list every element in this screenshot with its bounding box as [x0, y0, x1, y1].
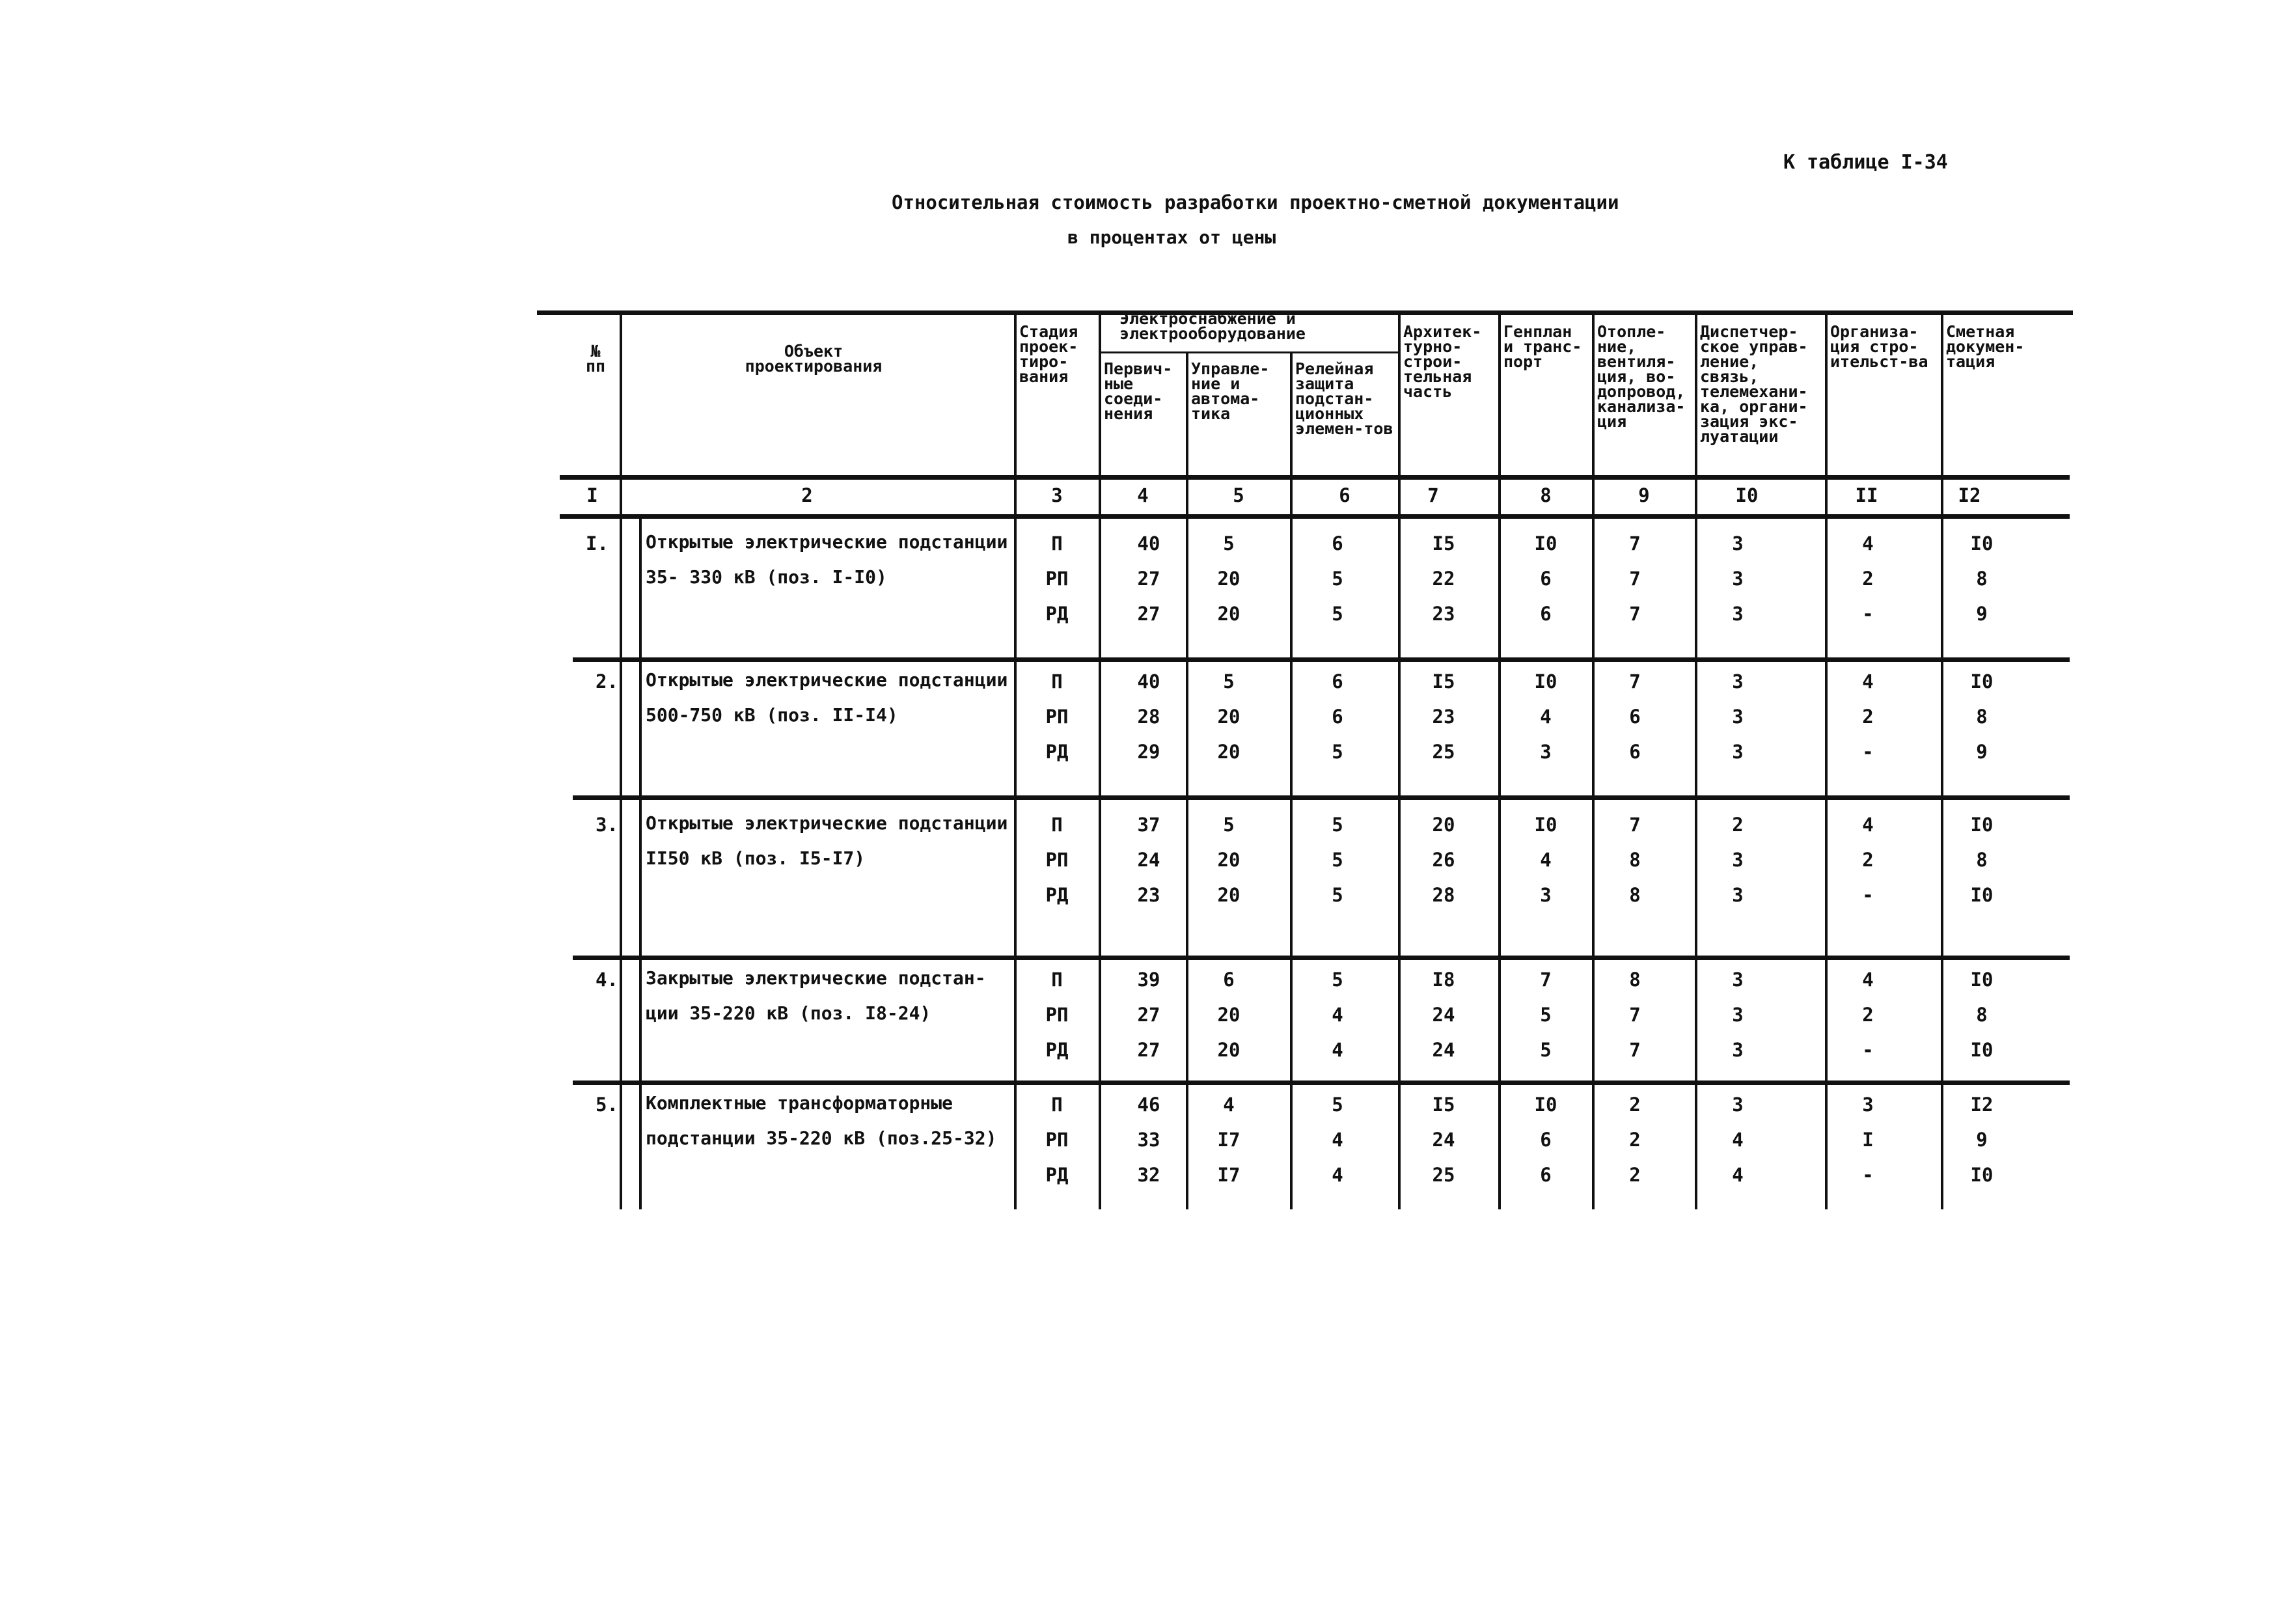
- column-number: 4: [1137, 484, 1149, 506]
- value-cell: 4: [1862, 532, 1874, 555]
- value-cell: 4: [1862, 969, 1874, 991]
- header-primary-connections: Первич-ные соеди-нения: [1104, 359, 1173, 423]
- column-number-rule: [560, 514, 2070, 519]
- column-number: I0: [1735, 484, 1759, 506]
- row-separator: [573, 795, 2070, 800]
- value-cell: 6: [1332, 670, 1343, 693]
- header-object: Объект проектирования: [745, 342, 883, 376]
- value-cell: 29: [1137, 741, 1160, 763]
- value-cell: I0: [1970, 969, 1994, 991]
- value-cell: 33: [1137, 1129, 1160, 1151]
- value-cell: -: [1862, 884, 1874, 906]
- value-cell: 2: [1629, 1164, 1641, 1186]
- column-rule: [1014, 311, 1017, 1209]
- header-architecture: Архитек-турно-строи-тельная часть: [1403, 322, 1482, 401]
- header-stage: Стадия проек-тиро-вания: [1019, 322, 1078, 386]
- value-cell: I0: [1970, 884, 1994, 906]
- value-cell: 23: [1432, 603, 1455, 625]
- stage-cell: РП: [1045, 1004, 1069, 1026]
- stage-cell: П: [1051, 969, 1063, 991]
- value-cell: 20: [1217, 849, 1240, 871]
- value-cell: 27: [1137, 1004, 1160, 1026]
- value-cell: 3: [1732, 884, 1744, 906]
- value-cell: 4: [1332, 1039, 1343, 1061]
- value-cell: I0: [1534, 1094, 1557, 1116]
- value-cell: I2: [1970, 1094, 1994, 1116]
- column-rule: [1498, 311, 1501, 1209]
- column-rule: [639, 517, 642, 1209]
- value-cell: I0: [1534, 814, 1557, 836]
- value-cell: 28: [1432, 884, 1455, 906]
- column-rule: [1398, 311, 1401, 1209]
- column-number: 6: [1339, 484, 1350, 506]
- value-cell: 39: [1137, 969, 1160, 991]
- header-relay-protection: Релейная защита подстан-ционных элемен-тов: [1295, 359, 1393, 438]
- stage-cell: РП: [1045, 568, 1069, 590]
- row-separator: [573, 657, 2070, 662]
- row-number: 2.: [596, 670, 618, 693]
- value-cell: 3: [1732, 670, 1744, 693]
- stage-cell: РД: [1045, 1039, 1069, 1061]
- value-cell: I0: [1970, 1164, 1994, 1186]
- value-cell: 8: [1976, 1004, 1988, 1026]
- value-cell: 4: [1732, 1164, 1744, 1186]
- value-cell: 7: [1629, 1039, 1641, 1061]
- group-header-rule: [1100, 351, 1401, 353]
- value-cell: 20: [1217, 1004, 1240, 1026]
- value-cell: 2: [1629, 1129, 1641, 1151]
- value-cell: 5: [1332, 969, 1343, 991]
- header-group-electric: Электроснабжение и электрооборудование: [1119, 309, 1306, 343]
- object-name: ции 35-220 кВ (поз. I8-24): [646, 1002, 931, 1024]
- value-cell: 5: [1332, 568, 1343, 590]
- value-cell: 46: [1137, 1094, 1160, 1116]
- value-cell: 28: [1137, 706, 1160, 728]
- column-number: 3: [1051, 484, 1063, 506]
- column-rule: [1186, 353, 1188, 1209]
- row-number: I.: [586, 532, 609, 555]
- value-cell: I0: [1534, 670, 1557, 693]
- value-cell: 6: [1629, 706, 1641, 728]
- table-reference: К таблице I-34: [1783, 151, 1948, 174]
- value-cell: 8: [1976, 706, 1988, 728]
- value-cell: 3: [1732, 849, 1744, 871]
- value-cell: 5: [1540, 1004, 1552, 1026]
- value-cell: 5: [1223, 670, 1235, 693]
- value-cell: I0: [1970, 670, 1994, 693]
- value-cell: I5: [1432, 670, 1455, 693]
- value-cell: 25: [1432, 1164, 1455, 1186]
- value-cell: 6: [1540, 1164, 1552, 1186]
- object-name: Комплектные трансформаторные: [646, 1092, 953, 1114]
- value-cell: 24: [1432, 1129, 1455, 1151]
- value-cell: I7: [1217, 1164, 1240, 1186]
- stage-cell: П: [1051, 1094, 1063, 1116]
- column-rule: [1592, 311, 1595, 1209]
- value-cell: 3: [1732, 1039, 1744, 1061]
- column-rule: [1099, 311, 1101, 1209]
- value-cell: 6: [1332, 532, 1343, 555]
- value-cell: 3: [1732, 568, 1744, 590]
- row-number: 3.: [596, 814, 618, 836]
- value-cell: 4: [1540, 849, 1552, 871]
- value-cell: 20: [1217, 884, 1240, 906]
- stage-cell: РП: [1045, 706, 1069, 728]
- column-number: I: [586, 484, 598, 506]
- value-cell: 2: [1862, 849, 1874, 871]
- value-cell: 9: [1976, 741, 1988, 763]
- value-cell: 3: [1540, 884, 1552, 906]
- stage-cell: П: [1051, 670, 1063, 693]
- value-cell: I: [1862, 1129, 1874, 1151]
- value-cell: 4: [1332, 1129, 1343, 1151]
- value-cell: 24: [1137, 849, 1160, 871]
- value-cell: 4: [1732, 1129, 1744, 1151]
- value-cell: 7: [1629, 1004, 1641, 1026]
- value-cell: 4: [1223, 1094, 1235, 1116]
- value-cell: 25: [1432, 741, 1455, 763]
- value-cell: 8: [1976, 849, 1988, 871]
- value-cell: 7: [1629, 814, 1641, 836]
- value-cell: 5: [1332, 1094, 1343, 1116]
- object-name: 500-750 кВ (поз. II-I4): [646, 704, 898, 726]
- stage-cell: РП: [1045, 849, 1069, 871]
- header-dispatch-control: Диспетчер-ское управ-ление, связь, телемехани-ка, органи-зация экс-луатации: [1700, 322, 1808, 446]
- value-cell: 40: [1137, 532, 1160, 555]
- value-cell: 37: [1137, 814, 1160, 836]
- column-rule: [1941, 311, 1943, 1209]
- column-number: 5: [1233, 484, 1244, 506]
- value-cell: -: [1862, 741, 1874, 763]
- value-cell: 3: [1732, 603, 1744, 625]
- value-cell: 32: [1137, 1164, 1160, 1186]
- value-cell: 9: [1976, 603, 1988, 625]
- value-cell: 3: [1732, 1004, 1744, 1026]
- value-cell: 24: [1432, 1039, 1455, 1061]
- column-number: I2: [1958, 484, 1981, 506]
- value-cell: 8: [1629, 849, 1641, 871]
- value-cell: 20: [1217, 603, 1240, 625]
- value-cell: 6: [1223, 969, 1235, 991]
- column-rule: [1290, 353, 1293, 1209]
- value-cell: 7: [1629, 568, 1641, 590]
- value-cell: 3: [1732, 532, 1744, 555]
- value-cell: 2: [1862, 1004, 1874, 1026]
- value-cell: 20: [1217, 568, 1240, 590]
- object-name: Открытые электрические подстанции: [646, 812, 1008, 834]
- value-cell: 5: [1332, 884, 1343, 906]
- value-cell: 7: [1540, 969, 1552, 991]
- value-cell: 20: [1217, 741, 1240, 763]
- value-cell: I0: [1970, 1039, 1994, 1061]
- value-cell: 2: [1862, 706, 1874, 728]
- column-number: 8: [1540, 484, 1552, 506]
- column-number: 2: [801, 484, 813, 506]
- value-cell: 3: [1732, 1094, 1744, 1116]
- value-cell: 4: [1332, 1164, 1343, 1186]
- document-title: Относительная стоимость разработки проектно-сметной документации: [892, 191, 1619, 213]
- value-cell: 7: [1629, 532, 1641, 555]
- value-cell: 40: [1137, 670, 1160, 693]
- object-name: Открытые электрические подстанции: [646, 531, 1008, 553]
- column-number: II: [1855, 484, 1878, 506]
- column-number: 7: [1427, 484, 1439, 506]
- header-heating-ventilation: Отопле-ние, вентиля-ция, во-допровод, канализа-ция: [1597, 322, 1686, 431]
- header-number: № пп: [585, 342, 606, 376]
- value-cell: 5: [1223, 532, 1235, 555]
- value-cell: 3: [1732, 741, 1744, 763]
- value-cell: 27: [1137, 1039, 1160, 1061]
- value-cell: 2: [1629, 1094, 1641, 1116]
- value-cell: 4: [1862, 670, 1874, 693]
- value-cell: 7: [1629, 603, 1641, 625]
- value-cell: 23: [1137, 884, 1160, 906]
- value-cell: 6: [1540, 568, 1552, 590]
- value-cell: I0: [1534, 532, 1557, 555]
- stage-cell: РД: [1045, 603, 1069, 625]
- value-cell: 5: [1540, 1039, 1552, 1061]
- value-cell: 2: [1862, 568, 1874, 590]
- value-cell: 20: [1217, 1039, 1240, 1061]
- column-rule: [1825, 311, 1828, 1209]
- header-estimate-documentation: Сметная докумен-тация: [1946, 322, 2025, 371]
- value-cell: -: [1862, 1039, 1874, 1061]
- row-number: 4.: [596, 969, 618, 991]
- value-cell: 8: [1629, 969, 1641, 991]
- value-cell: 5: [1223, 814, 1235, 836]
- header-control-automation: Управле-ние и автома-тика: [1191, 359, 1270, 423]
- value-cell: I7: [1217, 1129, 1240, 1151]
- object-name: 35- 330 кВ (поз. I-I0): [646, 566, 887, 588]
- stage-cell: П: [1051, 532, 1063, 555]
- header-construction-organization: Организа-ция стро-ительст-ва: [1830, 322, 1928, 371]
- column-number: 9: [1638, 484, 1650, 506]
- object-name: Закрытые электрические подстан-: [646, 967, 986, 989]
- stage-cell: РП: [1045, 1129, 1069, 1151]
- value-cell: 23: [1432, 706, 1455, 728]
- value-cell: 3: [1540, 741, 1552, 763]
- object-name: подстанции 35-220 кВ (поз.25-32): [646, 1127, 997, 1149]
- value-cell: 5: [1332, 741, 1343, 763]
- value-cell: I8: [1432, 969, 1455, 991]
- row-number: 5.: [596, 1094, 618, 1116]
- object-name: Открытые электрические подстанции: [646, 669, 1008, 691]
- value-cell: 3: [1732, 706, 1744, 728]
- value-cell: 3: [1732, 969, 1744, 991]
- value-cell: 27: [1137, 603, 1160, 625]
- value-cell: 4: [1540, 706, 1552, 728]
- stage-cell: РД: [1045, 741, 1069, 763]
- value-cell: 6: [1540, 1129, 1552, 1151]
- value-cell: 20: [1217, 706, 1240, 728]
- row-separator: [573, 956, 2070, 960]
- value-cell: -: [1862, 603, 1874, 625]
- document-subtitle: в процентах от цены: [1067, 227, 1276, 248]
- column-rule: [1695, 311, 1697, 1209]
- value-cell: 22: [1432, 568, 1455, 590]
- object-name: II50 кВ (поз. I5-I7): [646, 847, 866, 869]
- value-cell: I5: [1432, 532, 1455, 555]
- value-cell: 6: [1540, 603, 1552, 625]
- value-cell: 5: [1332, 814, 1343, 836]
- value-cell: 4: [1862, 814, 1874, 836]
- stage-cell: РД: [1045, 884, 1069, 906]
- value-cell: 6: [1332, 706, 1343, 728]
- value-cell: 7: [1629, 670, 1641, 693]
- stage-cell: РД: [1045, 1164, 1069, 1186]
- value-cell: I0: [1970, 532, 1994, 555]
- value-cell: 5: [1332, 849, 1343, 871]
- value-cell: 27: [1137, 568, 1160, 590]
- value-cell: 26: [1432, 849, 1455, 871]
- value-cell: I0: [1970, 814, 1994, 836]
- value-cell: 2: [1732, 814, 1744, 836]
- value-cell: 4: [1332, 1004, 1343, 1026]
- value-cell: 3: [1862, 1094, 1874, 1116]
- value-cell: 8: [1976, 568, 1988, 590]
- value-cell: 8: [1629, 884, 1641, 906]
- value-cell: -: [1862, 1164, 1874, 1186]
- value-cell: 6: [1629, 741, 1641, 763]
- stage-cell: П: [1051, 814, 1063, 836]
- value-cell: I5: [1432, 1094, 1455, 1116]
- value-cell: 5: [1332, 603, 1343, 625]
- value-cell: 24: [1432, 1004, 1455, 1026]
- column-rule: [620, 311, 622, 1209]
- row-separator: [573, 1080, 2070, 1085]
- value-cell: 9: [1976, 1129, 1988, 1151]
- value-cell: 20: [1432, 814, 1455, 836]
- header-bottom-rule: [560, 475, 2070, 480]
- header-master-plan: Генплан и транс-порт: [1503, 322, 1582, 371]
